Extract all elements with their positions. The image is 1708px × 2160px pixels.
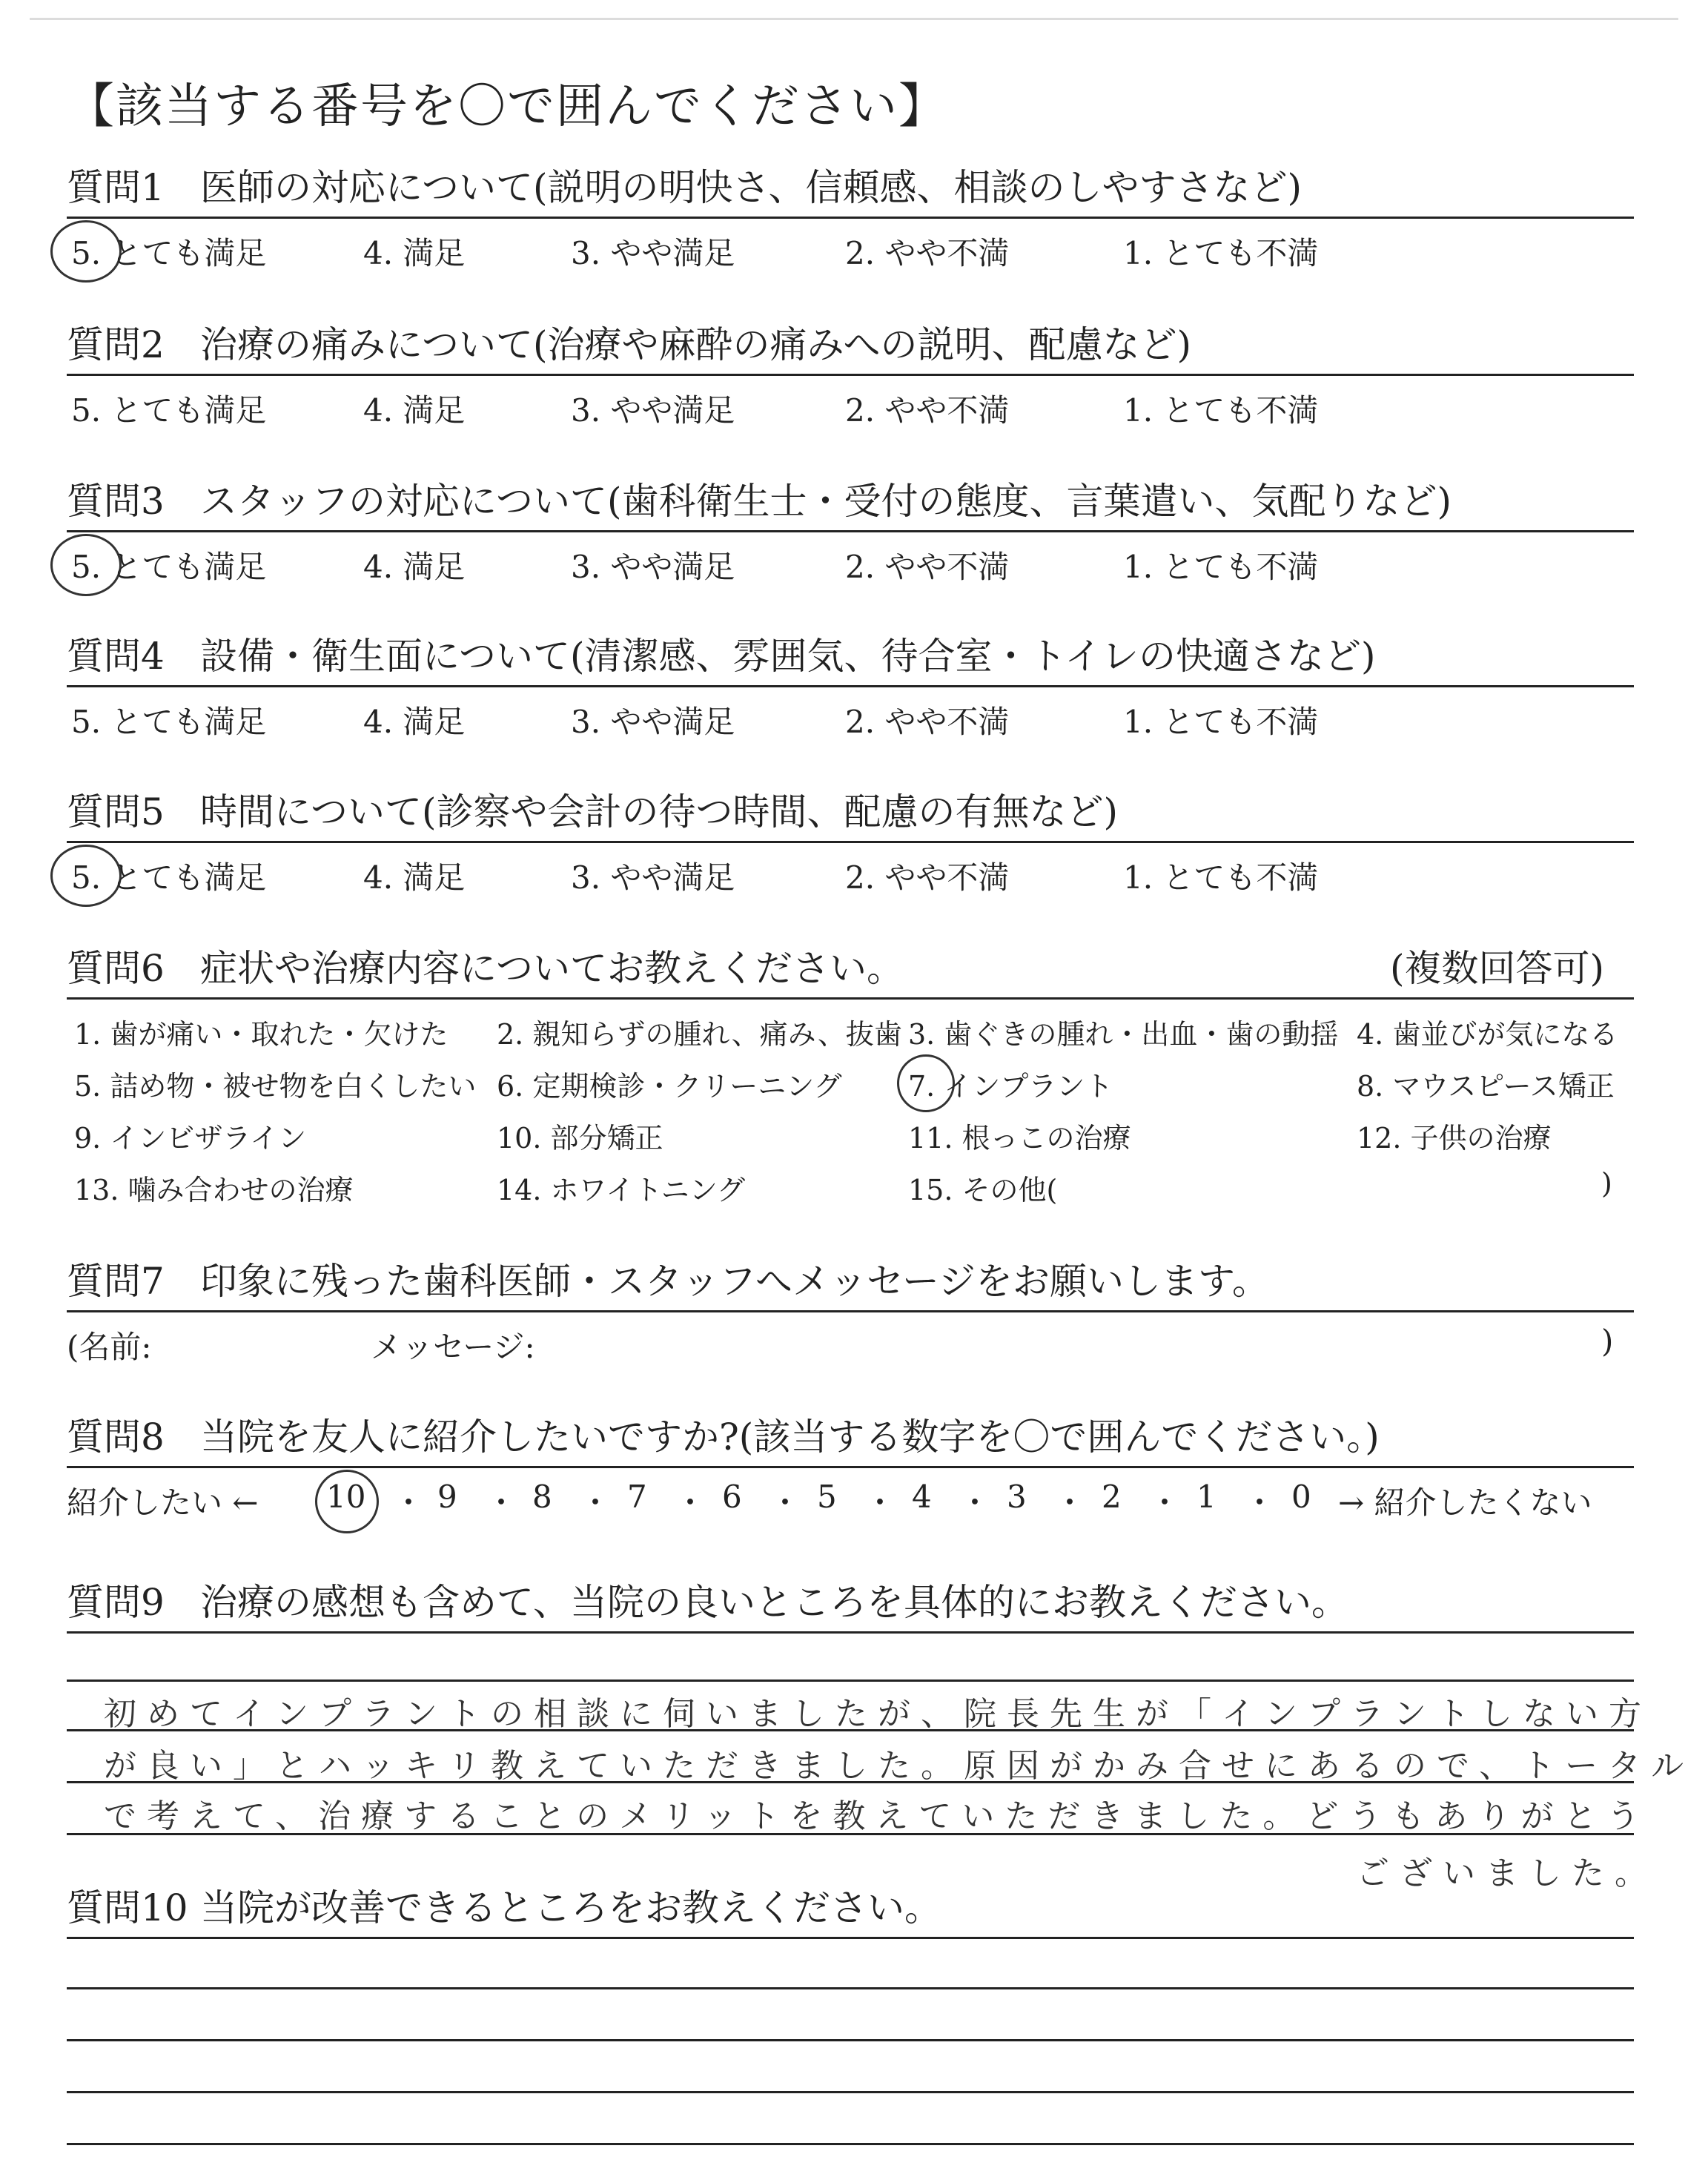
question-text: 医師の対応について(説明の明快さ、信頼感、相談のしやすさなど) [200,166,1302,209]
name-label: (名前: [67,1329,152,1365]
question-number: 質問2 [67,323,165,366]
message-label: メッセージ: [371,1329,535,1365]
scale-dot: ・ [675,1484,706,1521]
form-title: 【該当する番号を〇で囲んでください】 [67,79,947,134]
scale-3[interactable]: 3 [1007,1479,1027,1515]
option-5[interactable]: 5. とても満足 [71,235,267,271]
question-8 [67,1413,1634,1526]
treatment-option[interactable]: 12. 子供の治療 [1357,1122,1552,1155]
divider [67,1310,1634,1312]
question-9 [67,1578,1634,1634]
top-border [30,18,1678,20]
recommend-scale [67,1479,1634,1526]
divider [67,1631,1634,1634]
scale-dot: ・ [1244,1484,1276,1521]
rating-options [67,853,1634,898]
treatment-option[interactable]: 13. 噛み合わせの治療 [74,1174,354,1206]
scale-dot: ・ [959,1484,991,1521]
question-number: 質問5 [67,790,165,833]
question-7 [67,1257,1634,1367]
question-5 [67,787,1634,898]
other-close-paren: ) [1601,1167,1612,1200]
question-text: スタッフの対応について(歯科衛生士・受付の態度、言葉遣い、気配りなど) [200,480,1452,523]
recommend-right-label: → 紹介したくない [1338,1484,1592,1521]
option-2[interactable]: 2. やや不満 [845,704,1010,740]
question-4 [67,632,1634,742]
scale-dot: ・ [1054,1484,1086,1521]
option-3[interactable]: 3. やや満足 [571,549,735,585]
scale-2[interactable]: 2 [1102,1479,1122,1515]
divider [67,841,1634,843]
handwritten-answer-line: で考えて、治療することのメリットを教えていただきました。どうもありがとう [104,1797,1650,1835]
scale-8[interactable]: 8 [532,1479,552,1515]
rating-options [67,229,1634,274]
option-5[interactable]: 5. とても満足 [71,549,267,585]
multiple-answer-note: (複数回答可) [1389,947,1604,990]
treatment-option[interactable]: 6. 定期検診・クリーニング [497,1070,842,1103]
question-3 [67,477,1634,587]
option-1[interactable]: 1. とても不満 [1123,235,1319,271]
option-1[interactable]: 1. とても不満 [1123,392,1319,429]
treatment-option[interactable]: 8. マウスピース矯正 [1357,1070,1615,1103]
scale-10[interactable]: 10 [326,1479,366,1515]
question-text: 設備・衛生面について(清潔感、雰囲気、待合室・トイレの快適さなど) [200,635,1376,678]
option-5[interactable]: 5. とても満足 [71,859,267,896]
rating-options [67,543,1634,587]
question-text: 症状や治療内容についてお教えください。 [200,947,904,990]
treatment-option[interactable]: 10. 部分矯正 [497,1122,663,1155]
question-text: 印象に残った歯科医師・スタッフへメッセージをお願いします。 [200,1260,1269,1303]
divider [67,997,1634,1000]
writing-line [67,2143,1634,2145]
option-2[interactable]: 2. やや不満 [845,859,1010,896]
scale-dot: ・ [580,1484,612,1521]
question-number: 質問10 [67,1886,188,1929]
scale-dot: ・ [486,1484,517,1521]
scale-dot: ・ [393,1484,425,1521]
scale-9[interactable]: 9 [437,1479,457,1515]
treatment-option[interactable]: 9. インビザライン [74,1122,307,1155]
rating-options [67,698,1634,742]
option-3[interactable]: 3. やや満足 [571,392,735,429]
question-number: 質問8 [67,1416,165,1459]
scale-7[interactable]: 7 [627,1479,647,1515]
treatment-option[interactable]: 11. 根っこの治療 [908,1122,1131,1155]
question-2 [67,320,1634,431]
treatment-option-other[interactable]: 15. その他( [908,1174,1058,1206]
handwritten-answer-line: が良い」とハッキリ教えていただきました。原因がかみ合せにあるので、トータル [104,1747,1695,1785]
question-number: 質問6 [67,947,165,990]
option-3[interactable]: 3. やや満足 [571,859,735,896]
divider [67,374,1634,376]
divider [67,217,1634,219]
scale-5[interactable]: 5 [817,1479,837,1515]
scale-dot: ・ [864,1484,896,1521]
question-number: 質問4 [67,635,165,678]
treatment-option[interactable]: 1. 歯が痛い・取れた・欠けた [74,1018,448,1051]
question-number: 質問3 [67,480,165,523]
scale-4[interactable]: 4 [912,1479,932,1515]
handwritten-answer-line: 初めてインプラントの相談に伺いましたが、院長先生が「インプラントしない方 [104,1695,1652,1733]
writing-line [67,2091,1634,2093]
message-line [67,1323,1634,1367]
option-5[interactable]: 5. とても満足 [71,392,267,429]
question-text: 当院を友人に紹介したいですか?(該当する数字を〇で囲んでください。) [200,1416,1380,1459]
question-text: 時間について(診察や会計の待つ時間、配慮の有無など) [200,790,1119,833]
handwritten-answer-line: ございました。 [1357,1855,1658,1892]
scale-6[interactable]: 6 [722,1479,742,1515]
option-2[interactable]: 2. やや不満 [845,549,1010,585]
divider [67,1937,1634,1939]
rating-options [67,386,1634,431]
option-4[interactable]: 4. 満足 [363,235,466,271]
scale-0[interactable]: 0 [1291,1479,1311,1515]
scale-1[interactable]: 1 [1196,1479,1217,1515]
question-number: 質問1 [67,166,165,209]
option-5[interactable]: 5. とても満足 [71,704,267,740]
treatment-option[interactable]: 3. 歯ぐきの腫れ・出血・歯の動揺 [908,1018,1339,1051]
writing-line [67,2039,1634,2041]
option-3[interactable]: 3. やや満足 [571,704,735,740]
question-text: 当院が改善できるところをお教えください。 [200,1886,941,1929]
option-1[interactable]: 1. とても不満 [1123,859,1319,896]
treatment-option[interactable]: 4. 歯並びが気になる [1357,1018,1618,1051]
divider [67,1466,1634,1468]
option-4[interactable]: 4. 満足 [363,549,466,585]
close-paren: ) [1601,1323,1614,1359]
question-6 [67,944,1634,1234]
question-text: 治療の感想も含めて、当院の良いところを具体的にお教えください。 [200,1581,1348,1624]
option-4[interactable]: 4. 満足 [363,704,466,740]
question-10 [67,1883,1634,1939]
option-4[interactable]: 4. 満足 [363,392,466,429]
option-2[interactable]: 2. やや不満 [845,235,1010,271]
scale-dot: ・ [769,1484,801,1521]
writing-line [67,1987,1634,1989]
option-4[interactable]: 4. 満足 [363,859,466,896]
question-number: 質問7 [67,1260,165,1303]
treatment-option-selected[interactable]: 7. インプラント [908,1070,1113,1103]
writing-line [67,1680,1634,1682]
divider [67,685,1634,687]
scale-dot: ・ [1149,1484,1181,1521]
recommend-left-label: 紹介したい ← [67,1484,259,1521]
question-1 [67,163,1634,274]
treatment-option[interactable]: 5. 詰め物・被せ物を白くしたい [74,1070,477,1103]
option-1[interactable]: 1. とても不満 [1123,704,1319,740]
treatment-option[interactable]: 2. 親知らずの腫れ、痛み、抜歯 [497,1018,902,1051]
option-2[interactable]: 2. やや不満 [845,392,1010,429]
treatment-option[interactable]: 14. ホワイトニング [497,1174,746,1206]
question-number: 質問9 [67,1581,165,1624]
divider [67,530,1634,532]
question-text: 治療の痛みについて(治療や麻酔の痛みへの説明、配慮など) [200,323,1192,366]
option-3[interactable]: 3. やや満足 [571,235,735,271]
treatment-options [67,1011,1634,1234]
option-1[interactable]: 1. とても不満 [1123,549,1319,585]
